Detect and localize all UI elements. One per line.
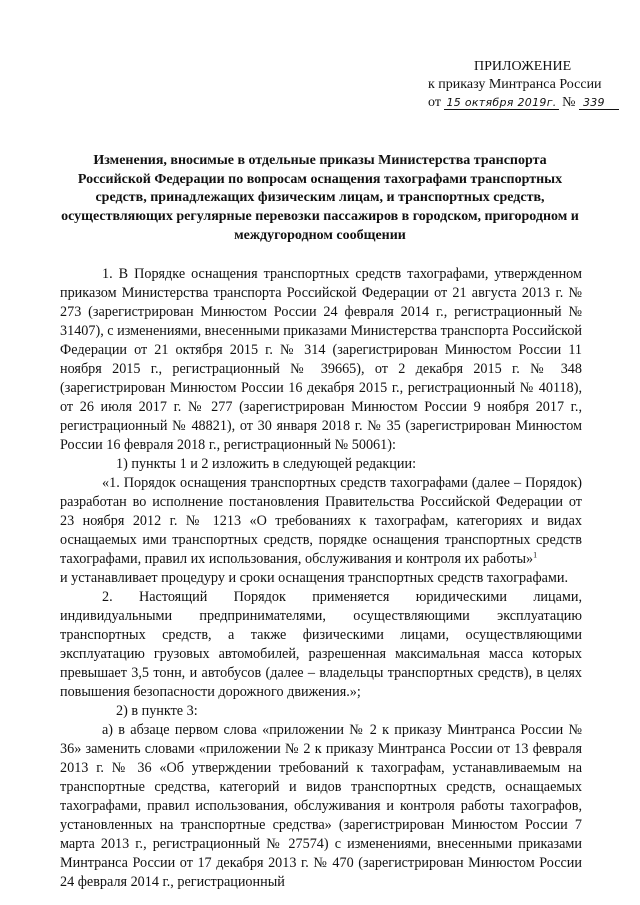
date-prefix: от bbox=[428, 95, 441, 110]
paragraph-2: 1) пункты 1 и 2 изложить в следующей редакции: bbox=[116, 456, 417, 472]
appendix-label: ПРИЛОЖЕНИЕ bbox=[474, 59, 572, 74]
paragraph-3-text: «1. Порядок оснащения транспортных средств тахографами (далее – Порядок) разработан во исполнение постановления Правительства Российской Федерации от 23 ноября 2012 г. № 1213 «О требованиях к тахографам, категориях и видах оснащаемых ими транспортных средств, порядке оснащения транспортных средств тахографами, правил их использования, обслуживания и контроля их работы» bbox=[60, 475, 582, 567]
paragraph-1: 1. В Порядке оснащения транспортных средств тахографами, утвержденном приказом Министерства транспорта Российской Федерации от 21 августа 2013 г. № 273 (зарегистрирован Минюстом России 24 февраля 2014 г., регистрационный № 31407), с изменениями, внесенными приказами Министерства транспорта Российской Федерации от 21 октября 2015 г. № 314 (зарегистрирован Минюстом России 11 ноября 2015 г., регистрационный № 39665), от 2 декабря 2015 г. № 348 (зарегистрирован Минюстом России 16 декабря 2015 г., регистрационный № 40118), от 26 июля 2017 г. № 277 (зарегистрирован Минюстом России 9 ноября 2017 г., регистрационный № 48821), от 30 января 2018 г. № 35 (зарегистрирован Минюстом России 16 февраля 2018 г., регистрационный № 50061): bbox=[60, 266, 582, 453]
appendix-date-line bbox=[420, 94, 620, 112]
footnote-marker: 1 bbox=[533, 550, 538, 560]
handwritten-number: 339 bbox=[579, 96, 619, 110]
paragraph-6: а) в абзаце первом слова «приложении № 2 к приказу Минтранса России № 36» заменить словами «приложении № 2 к приказу Минтранса России от 13 февраля 2013 г. № 36 «Об утверждении требований к тахографам, устанавливаемым на транспортные средства, категорий и видов транспортных средств, оснащаемых тахографами, правил использования, обслуживания и контроля работы тахографов, установленных на транспортные средства» (зарегистрирован Минюстом России 7 марта 2013 г., регистрационный № 27574) с изменениями, внесенными приказами Минтранса России от 17 декабря 2013 г. № 470 (зарегистрирован Минюстом России 24 февраля 2014 г., регистрационный bbox=[60, 722, 582, 890]
paragraph-4: 2. Настоящий Порядок применяется юридическими лицами, индивидуальными предпринимателями, осуществляющими эксплуатацию транспортных средств, а также физическими лицами, осуществляющими эксплуатацию грузовых автомобилей, разрешенная максимальная масса которых превышает 3,5 тонн, и автобусов (далее – владельцы транспортных средств), в целях повышения безопасности дорожного движения.»; bbox=[60, 589, 582, 700]
paragraph-5: 2) в пункте 3: bbox=[116, 703, 198, 719]
number-prefix: № bbox=[562, 95, 576, 110]
handwritten-date: 15 октября 2019г. bbox=[446, 96, 557, 109]
appendix-order-ref: к приказу Минтранса России bbox=[428, 77, 602, 92]
document-title: Изменения, вносимые в отдельные приказы Министерства транспорта Российской Федерации по вопросам оснащения тахографами транспортных средств, принадлежащих физическим лицам, и транспортных средств, осуществляющих регулярные перевозки пассажиров в городском, пригородном и междугородном сообщении bbox=[61, 153, 579, 243]
paragraph-3 bbox=[60, 474, 582, 569]
document-body bbox=[60, 265, 582, 892]
appendix-header bbox=[420, 58, 620, 112]
paragraph-3-continued: и устанавливает процедуру и сроки оснащения транспортных средств тахографами. bbox=[60, 570, 569, 586]
